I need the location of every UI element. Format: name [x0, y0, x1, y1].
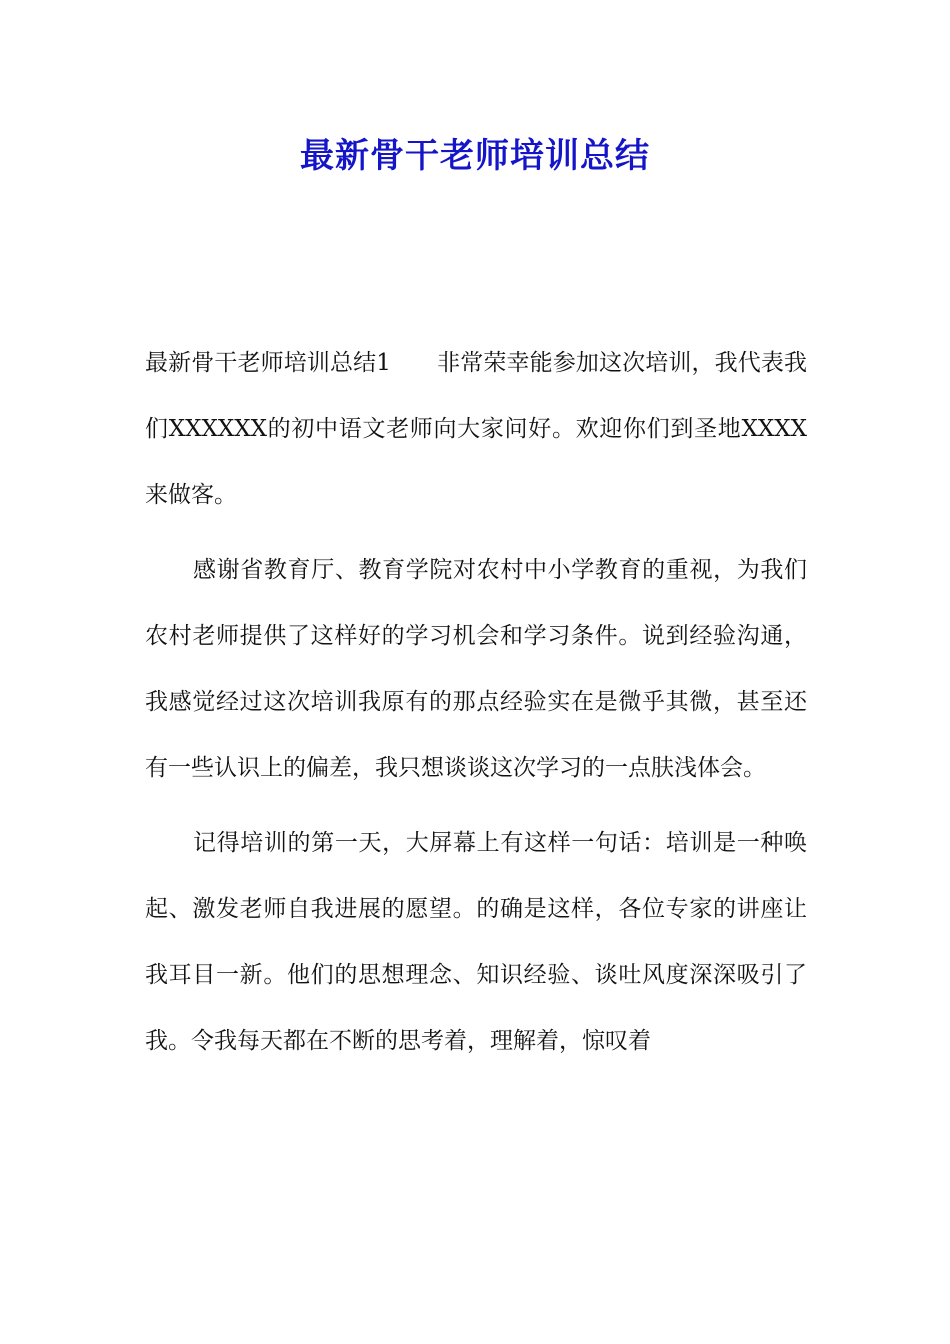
- paragraph-1-text: 非常荣幸能参加这次培训，我代表我们XXXXXX的初中语文老师向大家问好。欢迎你们到圣地XXXX来做客。: [145, 350, 808, 508]
- paragraph-3: 记得培训的第一天，大屏幕上有这样一句话：培训是一种唤起、激发老师自我进展的愿望。的确是这样，各位专家的讲座让我耳目一新。他们的思想理念、知识经验、谈吐风度深深吸引了我。令我每天都在不断的思考着，理解着，惊叹着: [145, 830, 807, 1054]
- document-title: 最新骨干老师培训总结: [300, 136, 650, 176]
- document-body: [145, 330, 807, 1083]
- paragraph-1: [145, 330, 807, 528]
- section-heading: 最新骨干老师培训总结1: [145, 350, 391, 376]
- paragraph-2: 感谢省教育厅、教育学院对农村中小学教育的重视，为我们农村老师提供了这样好的学习机会和学习条件。说到经验沟通，我感觉经过这次培训我原有的那点经验实在是微乎其微，甚至还有一些认识上的偏差，我只想谈谈这次学习的一点肤浅体会。: [145, 557, 807, 781]
